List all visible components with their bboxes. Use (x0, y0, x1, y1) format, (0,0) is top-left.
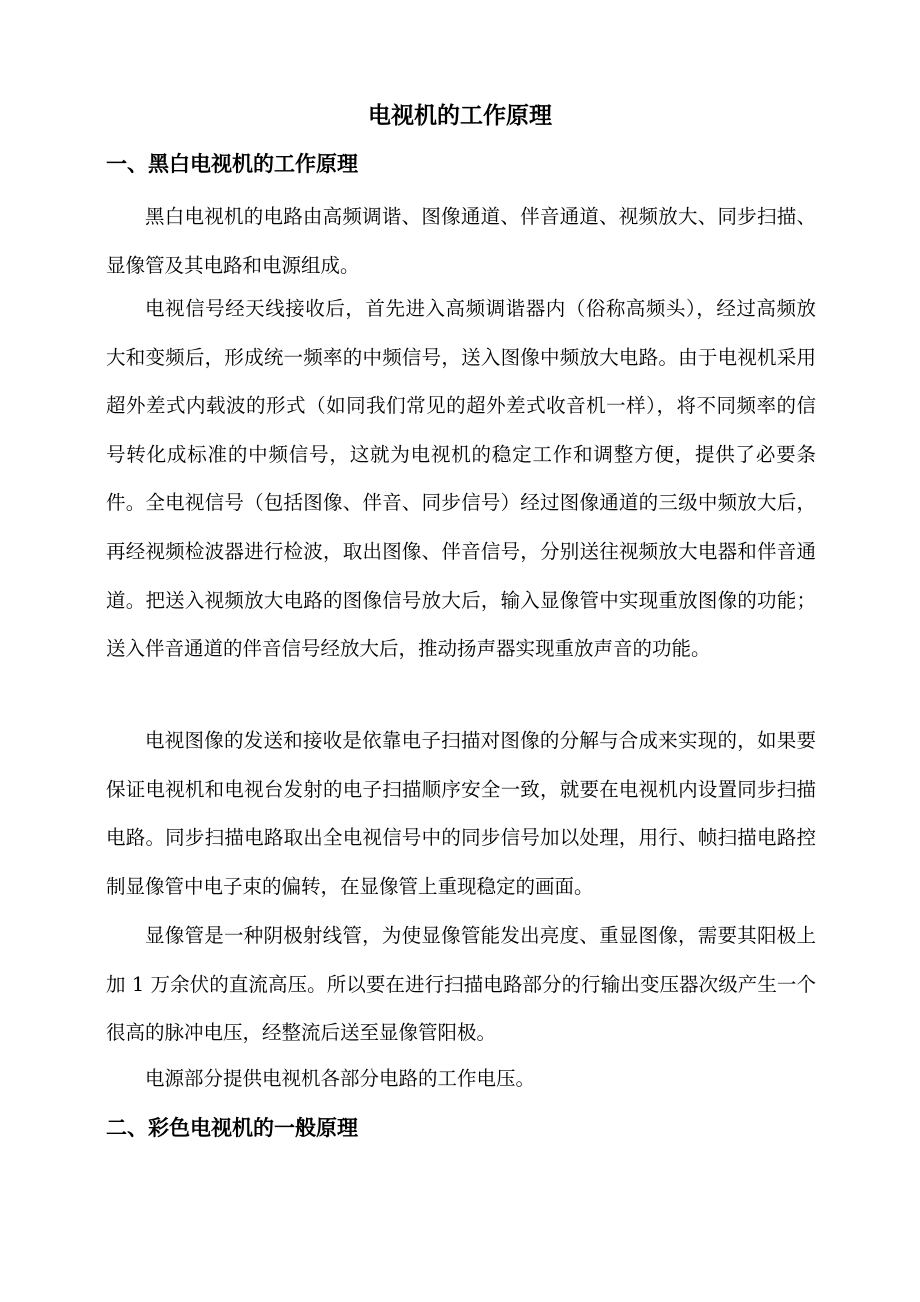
paragraph-2: 电视信号经天线接收后，首先进入高频调谐器内（俗称高频头），经过高频放大和变频后，形成统一频率的中频信号，送入图像中频放大电路。由于电视机采用超外差式内载波的形式（如同我们常见的超外差式收音机一样），将不同频率的信号转化成标准的中频信号，这就为电视机的稳定工作和调整方便，提供了必要条件。全电视信号（包括图像、伴音、同步信号）经过图像通道的三级中频放大后，再经视频检波器进行检波，取出图像、伴音信号，分别送往视频放大电器和伴音通道。把送入视频放大电路的图像信号放大后，输入显像管中实现重放图像的功能；送入伴音通道的伴音信号经放大后，推动扬声器实现重放声音的功能。 (106, 297, 816, 661)
paragraph-4: 显像管是一种阴极射线管，为使显像管能发出亮度、重显图像，需要其阳极上加 1 万余伏的直流高压。所以要在进行扫描电路部分的行输出变压器次级产生一个很高的脉冲电压，经整流后送至显像管阳极。 (106, 924, 816, 1045)
section-heading-2: 二、彩色电视机的一般原理 (106, 1116, 358, 1140)
paragraph-3: 电视图像的发送和接收是依靠电子扫描对图像的分解与合成来实现的，如果要保证电视机和电视台发射的电子扫描顺序安全一致，就要在电视机内设置同步扫描电路。同步扫描电路取出全电视信号中的同步信号加以处理，用行、帧扫描电路控制显像管中电子束的偏转，在显像管上重现稳定的画面。 (106, 729, 816, 898)
section-heading-1: 一、黑白电视机的工作原理 (106, 152, 358, 176)
document-title: 电视机的工作原理 (368, 103, 552, 129)
paragraph-1: 黑白电视机的电路由高频调谐、图像通道、伴音通道、视频放大、同步扫描、显像管及其电路和电源组成。 (106, 205, 816, 277)
paragraph-5: 电源部分提供电视机各部分电路的工作电压。 (145, 1067, 536, 1090)
